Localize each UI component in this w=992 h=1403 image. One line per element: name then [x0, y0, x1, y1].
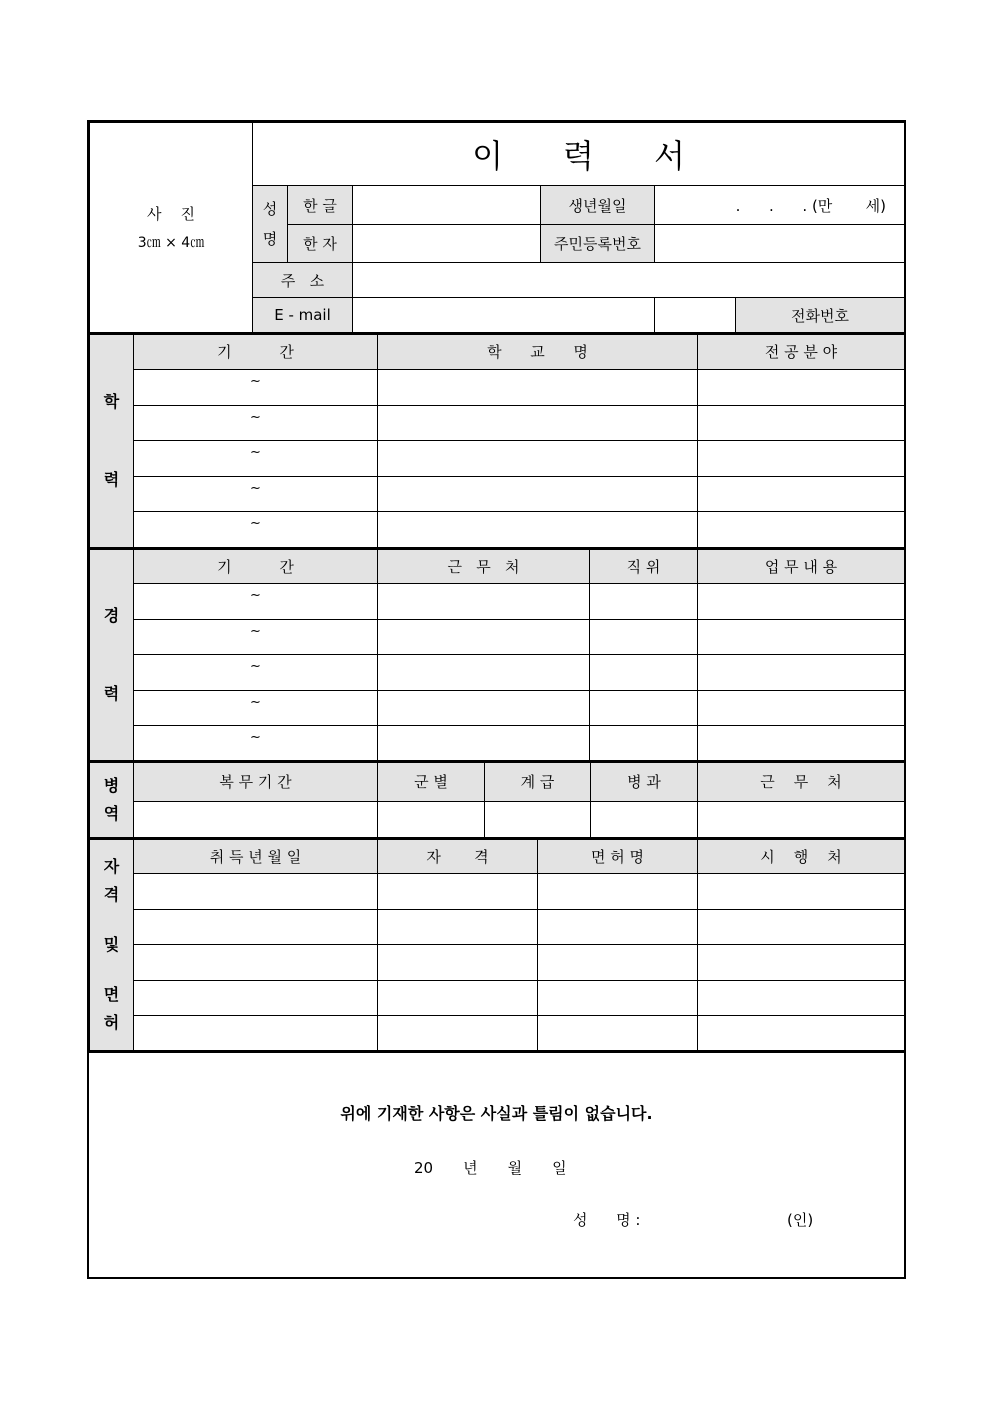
- hangul-label: 한 글: [288, 186, 353, 225]
- license-issuer-field[interactable]: [698, 874, 905, 910]
- career-header-period: 기 간: [134, 549, 378, 584]
- education-period-field[interactable]: ~: [134, 476, 378, 511]
- education-period-field[interactable]: ~: [134, 369, 378, 405]
- personal-info-table: [89, 122, 905, 333]
- license-issuer-field[interactable]: [698, 981, 905, 1016]
- declaration-text: 위에 기재한 사항은 사실과 틀림이 없습니다.: [340, 1104, 653, 1123]
- license-qualification-field[interactable]: [378, 874, 538, 910]
- military-header-branch: 군 별: [378, 762, 485, 801]
- education-major-field[interactable]: [698, 369, 905, 405]
- license-date-field[interactable]: [134, 910, 378, 945]
- license-qualification-field[interactable]: [378, 1016, 538, 1051]
- phone-label: 전화번호: [736, 298, 905, 333]
- career-position-field[interactable]: [590, 584, 698, 620]
- license-date-field[interactable]: [134, 945, 378, 981]
- license-name-field[interactable]: [538, 945, 698, 981]
- title-cell: [253, 123, 905, 186]
- date-day-unit: 일: [552, 1159, 567, 1177]
- military-header-period: 복 무 기 간: [134, 762, 378, 801]
- career-period-field[interactable]: ~: [134, 620, 378, 655]
- education-school-field[interactable]: [378, 511, 698, 547]
- license-issuer-field[interactable]: [698, 1016, 905, 1051]
- license-issuer-field[interactable]: [698, 910, 905, 945]
- education-header-major: 전 공 분 야: [698, 334, 905, 369]
- military-header-rank: 계 급: [485, 762, 591, 801]
- license-name-field[interactable]: [538, 981, 698, 1016]
- date-line: [414, 1157, 597, 1178]
- license-table: [89, 838, 905, 1052]
- license-header-date: 취 득 년 월 일: [134, 839, 378, 874]
- military-rank-field[interactable]: [485, 801, 591, 837]
- education-school-field[interactable]: [378, 369, 698, 405]
- education-school-field[interactable]: [378, 440, 698, 476]
- military-side-label: 병 역: [90, 762, 134, 837]
- career-duties-field[interactable]: [698, 691, 905, 726]
- military-period-field[interactable]: [134, 801, 378, 837]
- career-company-field[interactable]: [378, 691, 590, 726]
- education-header-period: 기 간: [134, 334, 378, 369]
- career-period-field[interactable]: ~: [134, 584, 378, 620]
- career-company-field[interactable]: [378, 726, 590, 761]
- birth-field[interactable]: . . . (만 세): [655, 186, 905, 225]
- career-company-field[interactable]: [378, 584, 590, 620]
- military-branch-field[interactable]: [378, 801, 485, 837]
- education-period-field[interactable]: ~: [134, 511, 378, 547]
- career-position-field[interactable]: [590, 655, 698, 691]
- date-year: 20: [414, 1159, 434, 1177]
- career-duties-field[interactable]: [698, 584, 905, 620]
- signature-label: 성 명 :: [573, 1211, 641, 1229]
- license-issuer-field[interactable]: [698, 945, 905, 981]
- license-date-field[interactable]: [134, 874, 378, 910]
- education-side-label: 학 력: [90, 334, 134, 547]
- career-duties-field[interactable]: [698, 726, 905, 761]
- career-side-label: 경 력: [90, 549, 134, 761]
- education-period-field[interactable]: ~: [134, 440, 378, 476]
- email-label: E - mail: [253, 298, 353, 333]
- career-period-field[interactable]: ~: [134, 726, 378, 761]
- page-title: 이 력 서: [472, 137, 685, 175]
- education-major-field[interactable]: [698, 440, 905, 476]
- career-header-company: 근 무 처: [378, 549, 590, 584]
- career-header-position: 직 위: [590, 549, 698, 584]
- date-month-unit: 월: [507, 1159, 523, 1177]
- military-header-unit: 근 무 처: [698, 762, 905, 801]
- photo-size: 3㎝ × 4㎝: [137, 235, 205, 251]
- military-header-specialty: 병 과: [591, 762, 698, 801]
- career-position-field[interactable]: [590, 620, 698, 655]
- career-duties-field[interactable]: [698, 655, 905, 691]
- email-field-extra[interactable]: [655, 298, 736, 333]
- career-duties-field[interactable]: [698, 620, 905, 655]
- career-period-field[interactable]: ~: [134, 691, 378, 726]
- education-table: [89, 333, 905, 548]
- license-header-qualification: 자 격: [378, 839, 538, 874]
- education-school-field[interactable]: [378, 476, 698, 511]
- license-header-issuer: 시 행 처: [698, 839, 905, 874]
- career-company-field[interactable]: [378, 655, 590, 691]
- license-qualification-field[interactable]: [378, 945, 538, 981]
- license-date-field[interactable]: [134, 981, 378, 1016]
- license-side-label: 자 격 및 면 허: [90, 839, 134, 1051]
- career-table: [89, 548, 905, 762]
- education-major-field[interactable]: [698, 476, 905, 511]
- photo-label: 사 진: [146, 205, 196, 223]
- license-qualification-field[interactable]: [378, 981, 538, 1016]
- rrn-label: 주민등록번호: [541, 225, 655, 263]
- rrn-field[interactable]: [655, 225, 905, 263]
- education-school-field[interactable]: [378, 405, 698, 440]
- birth-label: 생년월일: [541, 186, 655, 225]
- education-period-field[interactable]: ~: [134, 405, 378, 440]
- license-qualification-field[interactable]: [378, 910, 538, 945]
- military-specialty-field[interactable]: [591, 801, 698, 837]
- career-header-duties: 업 무 내 용: [698, 549, 905, 584]
- military-unit-field[interactable]: [698, 801, 905, 837]
- date-year-unit: 년: [463, 1159, 478, 1177]
- address-label: 주 소: [253, 263, 353, 298]
- hanja-label: 한 자: [288, 225, 353, 263]
- education-header-school: 학 교 명: [378, 334, 698, 369]
- declaration-section: [89, 1051, 904, 1277]
- name-label: 성 명: [253, 186, 288, 263]
- education-major-field[interactable]: [698, 405, 905, 440]
- license-name-field[interactable]: [538, 1016, 698, 1051]
- license-date-field[interactable]: [134, 1016, 378, 1051]
- career-company-field[interactable]: [378, 620, 590, 655]
- military-table: [89, 761, 905, 838]
- photo-box: [90, 123, 253, 333]
- email-field[interactable]: [353, 298, 655, 333]
- resume-form: [87, 120, 906, 1279]
- hangul-name-field[interactable]: [353, 186, 541, 225]
- address-field[interactable]: [353, 263, 905, 298]
- hanja-name-field[interactable]: [353, 225, 541, 263]
- license-header-license-name: 면 허 명: [538, 839, 698, 874]
- license-name-field[interactable]: [538, 874, 698, 910]
- seal-mark: (인): [787, 1211, 814, 1229]
- career-position-field[interactable]: [590, 691, 698, 726]
- license-name-field[interactable]: [538, 910, 698, 945]
- career-position-field[interactable]: [590, 726, 698, 761]
- education-major-field[interactable]: [698, 511, 905, 547]
- career-period-field[interactable]: ~: [134, 655, 378, 691]
